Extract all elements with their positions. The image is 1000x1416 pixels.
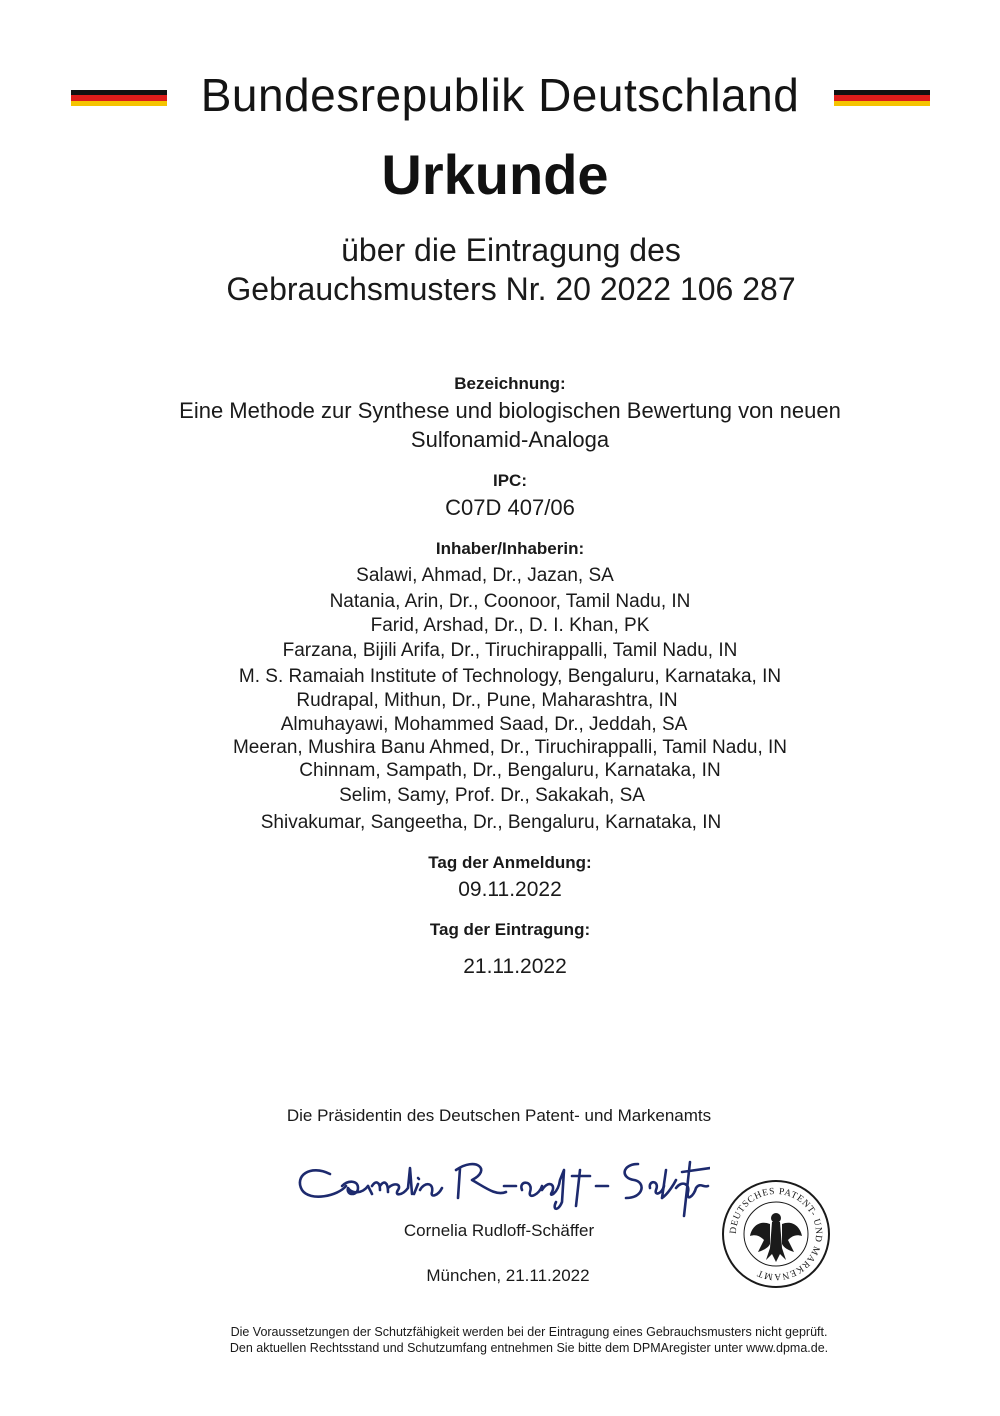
german-flag-right-icon (834, 90, 930, 106)
owner-item: M. S. Ramaiah Institute of Technology, Bengaluru, Karnataka, IN (238, 666, 782, 687)
designation-label: Bezeichnung: (454, 374, 566, 393)
president-line: Die Präsidentin des Deutschen Patent- und Markenamts (286, 1106, 712, 1125)
filing-date-value: 09.11.2022 (458, 878, 562, 901)
dpma-seal (720, 1178, 832, 1290)
header (0, 64, 1000, 128)
designation-line-2: Sulfonamid-Analoga (410, 427, 610, 452)
owner-item: Meeran, Mushira Banu Ahmed, Dr., Tiruchirappalli, Tamil Nadu, IN (232, 737, 788, 758)
footnote-line-1: Die Voraussetzungen der Schutzfähigkeit werden bei der Eintragung eines Gebrauchsmusters nicht geprüft. (230, 1325, 828, 1339)
owners-label: Inhaber/Inhaberin: (435, 539, 585, 558)
owner-item: Rudrapal, Mithun, Dr., Pune, Maharashtra, IN (296, 690, 678, 711)
registration-date-value: 21.11.2022 (463, 955, 567, 978)
designation-line-1: Eine Methode zur Synthese und biologischen Bewertung von neuen (179, 398, 841, 423)
footnote-line-2: Den aktuellen Rechtsstand und Schutzumfang entnehmen Sie bitte dem DPMAregister unter www.dpma.de. (229, 1341, 829, 1355)
subtitle-line-2: Gebrauchsmusters Nr. 20 2022 106 287 (226, 271, 796, 307)
owner-item: Salawi, Ahmad, Dr., Jazan, SA (356, 565, 614, 586)
owner-item: Selim, Samy, Prof. Dr., Sakakah, SA (339, 785, 645, 806)
owner-item: Natania, Arin, Dr., Coonoor, Tamil Nadu, IN (329, 591, 691, 612)
owner-item: Shivakumar, Sangeetha, Dr., Bengaluru, Karnataka, IN (260, 812, 722, 833)
subtitle-line-1: über die Eintragung des (341, 232, 681, 268)
registration-date-label: Tag der Eintragung: (429, 920, 591, 939)
ipc-value: C07D 407/06 (445, 495, 575, 520)
place-date: München, 21.11.2022 (426, 1266, 590, 1285)
owner-item: Almuhayawi, Mohammed Saad, Dr., Jeddah, SA (280, 714, 688, 735)
svg-text:DEUTSCHES PATENT- UND MARKENAM: DEUTSCHES PATENT- UND MARKENAMT (728, 1186, 824, 1282)
country-title: Bundesrepublik Deutschland (200, 69, 800, 121)
owner-item: Farid, Arshad, Dr., D. I. Khan, PK (370, 615, 650, 636)
owner-item: Farzana, Bijili Arifa, Dr., Tiruchirappalli, Tamil Nadu, IN (282, 640, 738, 661)
federal-eagle-icon (750, 1213, 802, 1262)
document-title: Urkunde (381, 143, 609, 206)
handwritten-signature (290, 1150, 710, 1220)
ipc-label: IPC: (493, 471, 527, 490)
filing-date-label: Tag der Anmeldung: (428, 853, 592, 872)
signer-name: Cornelia Rudloff-Schäffer (403, 1221, 595, 1240)
owner-item: Chinnam, Sampath, Dr., Bengaluru, Karnataka, IN (299, 760, 721, 781)
